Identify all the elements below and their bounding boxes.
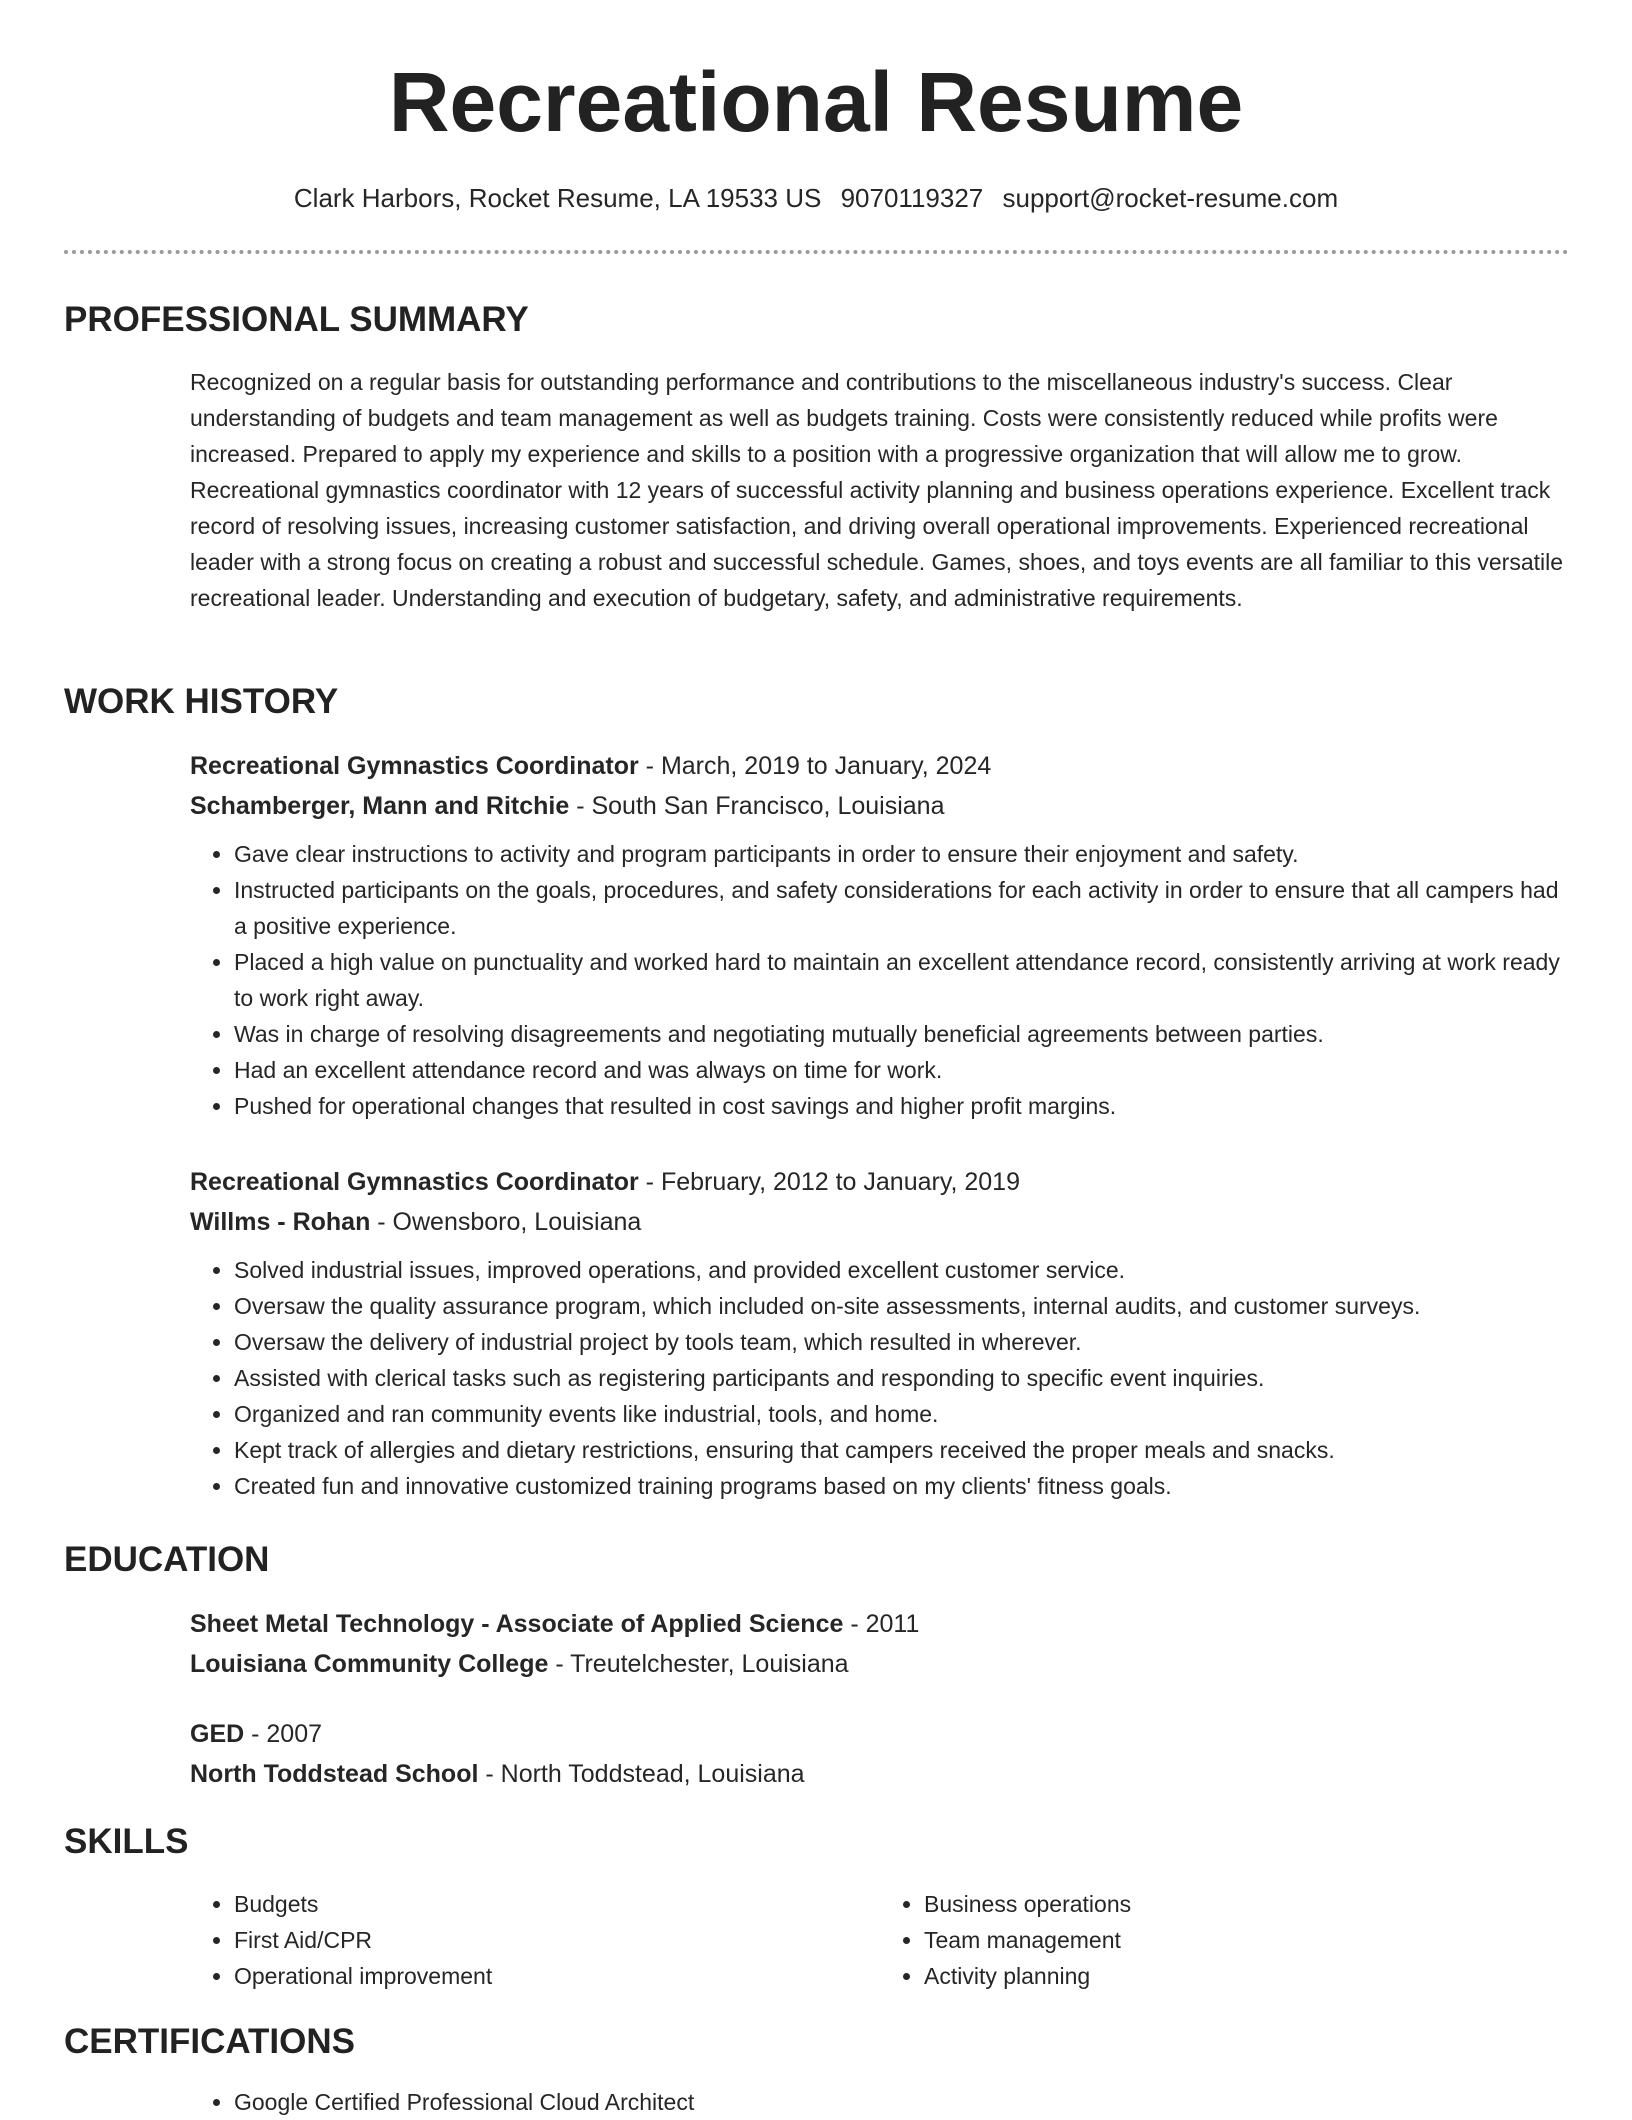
contact-phone: 9070119327 <box>840 183 984 213</box>
list-item: • Oversaw the delivery of industrial project by tools team, which resulted in wherever. <box>234 1324 1570 1360</box>
education-school-line <box>190 1644 1570 1684</box>
school-location: - Treutelchester, Louisiana <box>548 1650 849 1678</box>
contact-line <box>0 180 1632 216</box>
list-item: • First Aid/CPR <box>234 1922 880 1958</box>
company-name: Schamberger, Mann and Ritchie <box>190 792 570 820</box>
skills-column-right <box>880 1886 1570 1994</box>
list-item: • Placed a high value on punctuality and worked hard to maintain an excellent attendance record, consistently arriving at work ready to work right away. <box>234 944 1570 1016</box>
school-name: Louisiana Community College <box>190 1650 549 1678</box>
work-history-heading: WORK HISTORY <box>64 682 339 721</box>
education-heading: EDUCATION <box>64 1540 270 1579</box>
header-divider <box>64 250 1569 254</box>
list-item: • Google Certified Professional Cloud Architect <box>234 2084 1570 2120</box>
contact-email: support@rocket-resume.com <box>1002 183 1339 213</box>
list-item: • Budgets <box>234 1886 880 1922</box>
education-degree-line <box>190 1604 1570 1644</box>
work-bullets <box>190 1252 1570 1504</box>
degree-name: GED <box>190 1720 245 1748</box>
list-item: • Had an excellent attendance record and was always on time for work. <box>234 1052 1570 1088</box>
list-item: • Oversaw the quality assurance program, which included on-site assessments, internal audits, and customer surveys. <box>234 1288 1570 1324</box>
company-name: Willms - Rohan <box>190 1208 371 1236</box>
work-entry <box>190 746 1570 1124</box>
list-item: • Instructed participants on the goals, procedures, and safety considerations for each activity in order to ensure that all campers had a positive experience. <box>234 872 1570 944</box>
skills-heading: SKILLS <box>64 1822 189 1861</box>
list-item: • Organized and ran community events like industrial, tools, and home. <box>234 1396 1570 1432</box>
work-entry <box>190 1162 1570 1504</box>
summary-heading: PROFESSIONAL SUMMARY <box>64 300 529 339</box>
job-title: Recreational Gymnastics Coordinator <box>190 752 639 780</box>
work-entry-title-line <box>190 746 1570 786</box>
list-item: • Assisted with clerical tasks such as registering participants and responding to specific event inquiries. <box>234 1360 1570 1396</box>
work-entry-company-line <box>190 786 1570 826</box>
company-location: - Owensboro, Louisiana <box>370 1208 642 1236</box>
certifications-list-wrap <box>190 2084 1570 2120</box>
certifications-list <box>190 2084 1570 2120</box>
list-item: • Created fun and innovative customized training programs based on my clients' fitness goals. <box>234 1468 1570 1504</box>
education-entry <box>190 1714 1570 1794</box>
list-item: • Solved industrial issues, improved operations, and provided excellent customer service. <box>234 1252 1570 1288</box>
list-item: • Team management <box>924 1922 1570 1958</box>
list-item: • Kept track of allergies and dietary restrictions, ensuring that campers received the proper meals and snacks. <box>234 1432 1570 1468</box>
certifications-heading: CERTIFICATIONS <box>64 2022 356 2061</box>
list-item: • Gave clear instructions to activity and program participants in order to ensure their enjoyment and safety. <box>234 836 1570 872</box>
work-bullets <box>190 836 1570 1124</box>
education-school-line <box>190 1754 1570 1794</box>
skills-column-left <box>190 1886 880 1994</box>
list-item: • Was in charge of resolving disagreements and negotiating mutually beneficial agreements between parties. <box>234 1016 1570 1052</box>
degree-year: - 2011 <box>843 1610 920 1638</box>
degree-name: Sheet Metal Technology - Associate of Applied Science <box>190 1610 844 1638</box>
list-item: • Pushed for operational changes that resulted in cost savings and higher profit margins. <box>234 1088 1570 1124</box>
skills-list <box>190 1886 1570 1994</box>
contact-address: Clark Harbors, Rocket Resume, LA 19533 US <box>293 183 822 213</box>
job-title: Recreational Gymnastics Coordinator <box>190 1168 639 1196</box>
job-dates: - February, 2012 to January, 2019 <box>638 1168 1020 1196</box>
list-item: • Operational improvement <box>234 1958 880 1994</box>
company-location: - South San Francisco, Louisiana <box>569 792 945 820</box>
degree-year: - 2007 <box>244 1720 323 1748</box>
school-name: North Toddstead School <box>190 1760 479 1788</box>
work-entry-title-line <box>190 1162 1570 1202</box>
education-degree-line <box>190 1714 1570 1754</box>
job-dates: - March, 2019 to January, 2024 <box>638 752 992 780</box>
summary-text: Recognized on a regular basis for outstanding performance and contributions to the miscellaneous industry's success. Clear understanding of budgets and team management as well as budgets training. Costs were consistently reduced while profits were increased. Prepared to apply my experience and skills to a position with a progressive organization that will allow me to grow. Recreational gymnastics coordinator with 12 years of successful activity planning and business operations experience. Excellent track record of resolving issues, increasing customer satisfaction, and driving overall operational improvements. Experienced recreational leader with a strong focus on creating a robust and successful schedule. Games, shoes, and toys events are all familiar to this versatile recreational leader. Understanding and execution of budgetary, safety, and administrative requirements. <box>190 369 1564 611</box>
school-location: - North Toddstead, Louisiana <box>478 1760 805 1788</box>
list-item: • Business operations <box>924 1886 1570 1922</box>
resume-title: Recreational Resume <box>388 55 1244 149</box>
list-item: • Activity planning <box>924 1958 1570 1994</box>
work-entry-company-line <box>190 1202 1570 1242</box>
education-entry <box>190 1604 1570 1684</box>
